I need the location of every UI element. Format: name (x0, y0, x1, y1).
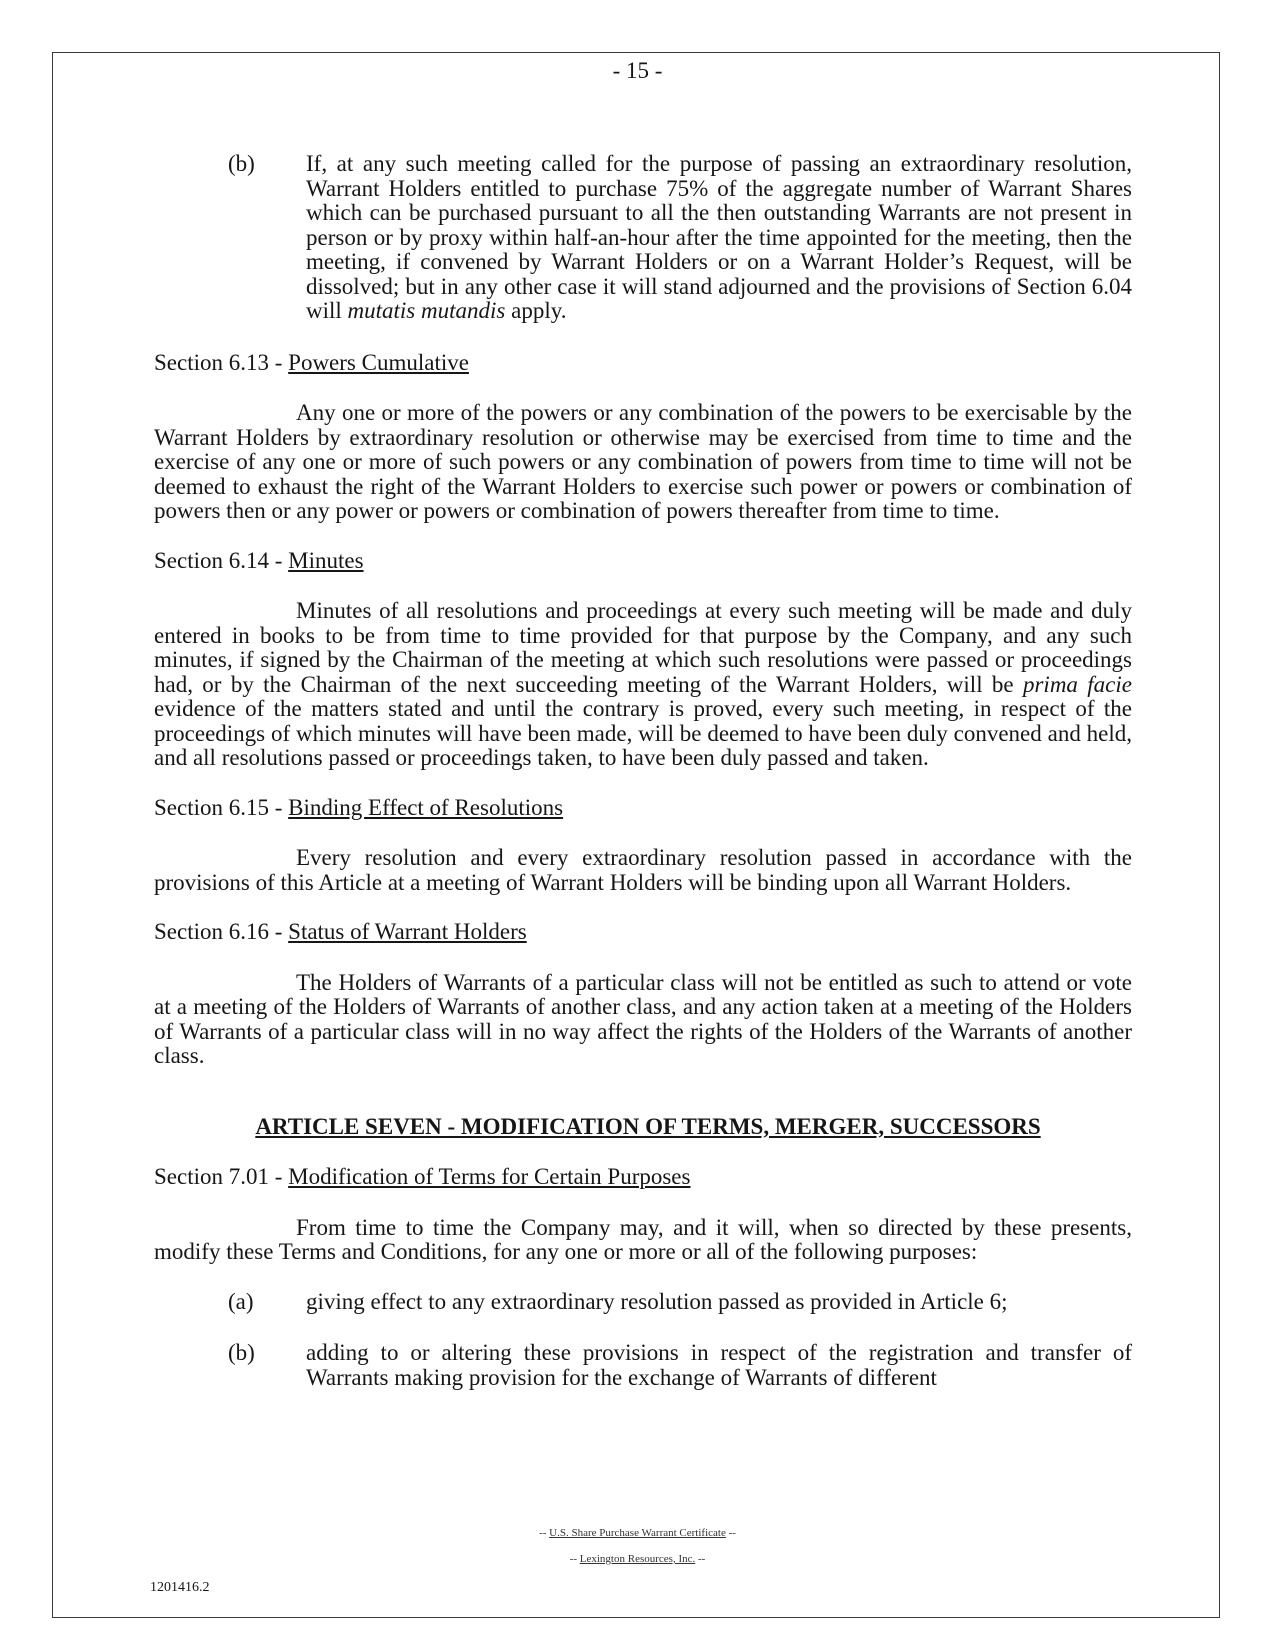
section-6-13-heading: Section 6.13 - Powers Cumulative (154, 349, 469, 375)
section-6-15-heading: Section 6.15 - Binding Effect of Resolutions (154, 794, 564, 820)
clause-label: (b) (228, 1340, 255, 1365)
section-7-01-text: From time to time the Company may, and it will, when so directed by these presents, modify these Terms and Conditions, for any one or more or all of the following purposes: (154, 1214, 1132, 1264)
clause-text: If, at any such meeting called for the purpose of passing an extraordinary resolution, Warrant Holders entitled to purchase 75% of the aggregate number of Warrant Shares which can be purchased pursuant to all the then outstanding Warrants are not present in person or by proxy within half-an-hour after the time appointed for the meeting, then the meeting, if convened by Warrant Holders or on a Warrant Holder’s Request, will be dissolved; but in any other case it will stand adjourned and the provisions of Section 6.04 will mutatis mutandis apply. (306, 151, 1132, 323)
section-6-16-heading: Section 6.16 - Status of Warrant Holders (154, 919, 527, 944)
clause-6-12-b (154, 152, 1132, 324)
section-6-14-heading: Section 6.14 - Minutes (154, 547, 364, 573)
document-id: 1201416.2 (150, 1580, 210, 1595)
clause-text: adding to or altering these provisions in respect of the registration and transfer of Warrants making provision for the exchange of Warrants of different (306, 1340, 1132, 1390)
document-body (154, 152, 1132, 1417)
footer-certificate-line: -- U.S. Share Purchase Warrant Certificate -- (539, 1527, 736, 1539)
section-6-13-text: Any one or more of the powers or any combination of the powers to be exercisable by the Warrant Holders by extraordinary resolution or otherwise may be exercised from time to time and the exercise of any one or more of such powers or any combination of powers from time to time will not be deemed to exhaust the right of the Warrant Holders to exercise such power or powers or combination of powers then or any power or powers or combination of powers thereafter from time to time. (154, 400, 1132, 523)
section-6-15-text: Every resolution and every extraordinary resolution passed in accordance with the provisions of this Article at a meeting of Warrant Holders will be binding upon all Warrant Holders. (154, 845, 1132, 895)
footer-company-line: -- Lexington Resources, Inc. -- (569, 1553, 706, 1565)
page-number: - 15 - (612, 58, 663, 83)
clause-7-01-b (154, 1341, 1132, 1390)
section-6-16-text: The Holders of Warrants of a particular class will not be entitled as such to attend or vote at a meeting of the Holders of Warrants of another class, and any action taken at a meeting of the Holders of Warrants of a particular class will in no way affect the rights of the Holders of the Warrants of another class. (154, 969, 1132, 1068)
section-6-14-text: Minutes of all resolutions and proceedings at every such meeting will be made and duly entered in books to be from time to time provided for that purpose by the Company, and any such minutes, if signed by the Chairman of the meeting at which such resolutions were passed or proceedings had, or by the Chairman of the next succeeding meeting of the Warrant Holders, will be prima facie evidence of the matters stated and until the contrary is proved, every such meeting, in respect of the proceedings of which minutes will have been made, will be deemed to have been duly convened and held, and all resolutions passed or proceedings taken, to have been duly passed and taken. (154, 598, 1132, 770)
clause-7-01-a (154, 1290, 1132, 1315)
clause-text: giving effect to any extraordinary resolution passed as provided in Article 6; (306, 1288, 1008, 1314)
clause-label: (a) (228, 1288, 254, 1314)
section-7-01-heading: Section 7.01 - Modification of Terms for Certain Purposes (154, 1164, 691, 1189)
article-seven-heading: ARTICLE SEVEN - MODIFICATION OF TERMS, MERGER, SUCCESSORS (255, 1113, 1041, 1139)
clause-label: (b) (228, 151, 255, 176)
